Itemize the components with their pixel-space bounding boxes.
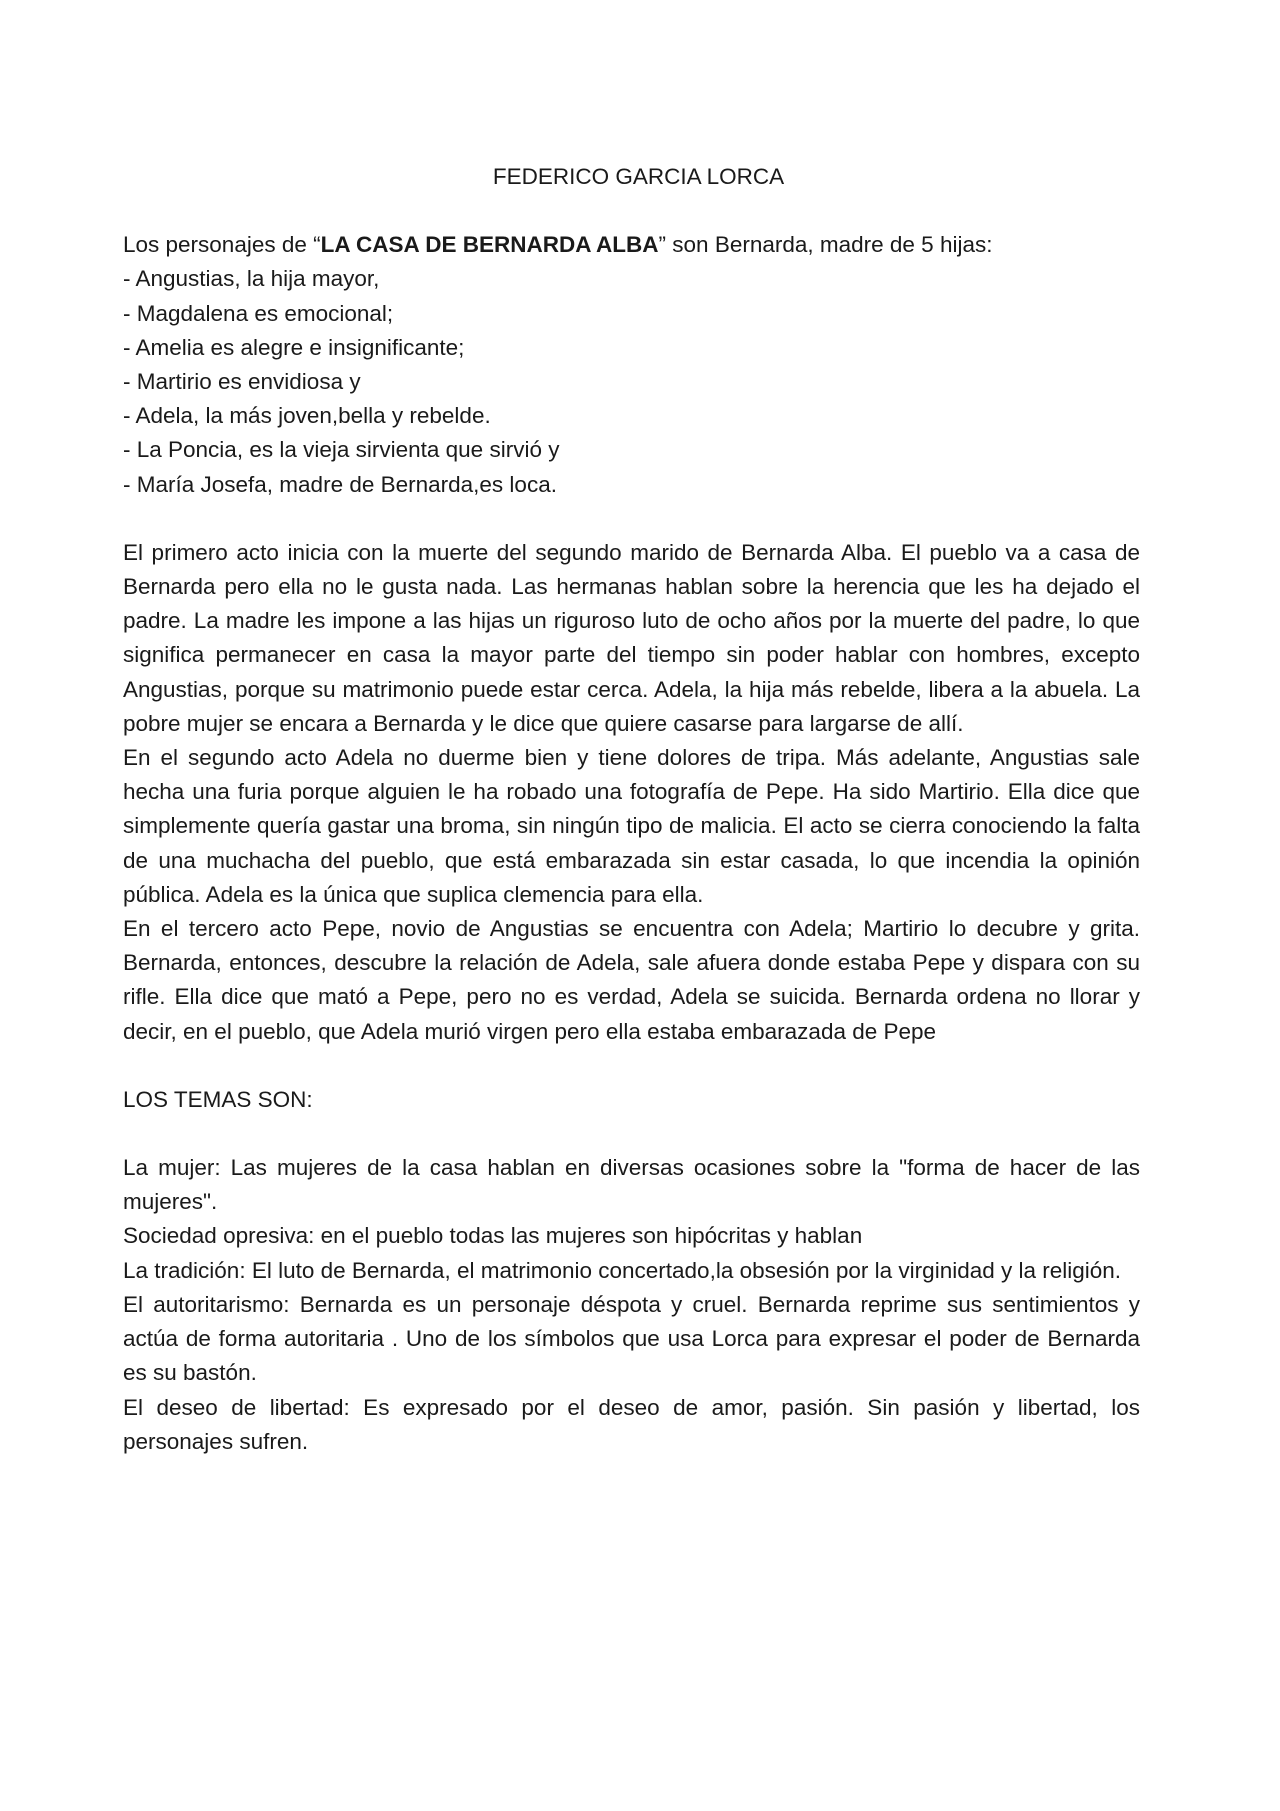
character-item-amelia: - Amelia es alegre e insignificante;: [123, 334, 465, 360]
spacer: [123, 502, 1140, 536]
plot-act-one: El primero acto inicia con la muerte del segundo marido de Bernarda Alba. El pueblo va a casa de Bernarda pero ella no le gusta nada. Las hermanas hablan sobre la herencia que les ha dejado el padre. La madre les impone a las hijas un riguroso luto de ocho años por la muerte del padre, lo que significa permanecer en casa la mayor parte del tiempo sin poder hablar con hombres, excepto Angustias, porque su matrimonio puede estar cerca. Adela, la hija más rebelde, libera a la abuela. La pobre mujer se encara a Bernarda y le dice que quiere casarse para largarse de allí.: [123, 539, 1140, 736]
play-title: LA CASA DE BERNARDA ALBA: [320, 232, 659, 258]
character-item-maria-josefa: - María Josefa, madre de Bernarda,es loca.: [123, 471, 557, 497]
character-item-angustias: - Angustias, la hija mayor,: [123, 266, 380, 292]
character-item-la-poncia: - La Poncia, es la vieja sirvienta que sirvió y: [123, 437, 560, 463]
document-title: FEDERICO GARCIA LORCA: [492, 164, 785, 189]
character-item-magdalena: - Magdalena es emocional;: [123, 300, 394, 326]
intro-text-before: Los personajes de “: [123, 232, 321, 258]
intro-text-after: ” son Bernarda, madre de 5 hijas:: [658, 232, 993, 258]
theme-tradition: La tradición: El luto de Bernarda, el matrimonio concertado,la obsesión por la virginidad y la religión.: [123, 1257, 1122, 1283]
spacer: [123, 1049, 1140, 1083]
characters-list: [123, 262, 1140, 501]
plot-act-three: En el tercero acto Pepe, novio de Angustias se encuentra con Adela; Martirio lo decubre y grita. Bernarda, entonces, descubre la relación de Adela, sale afuera donde estaba Pepe y dispara con su rifle. Ella dice que mató a Pepe, pero no es verdad, Adela se suicida. Bernarda ordena no llorar y decir, en el pueblo, que Adela murió virgen pero ella estaba embarazada de Pepe: [123, 916, 1140, 1044]
character-item-adela: - Adela, la más joven,bella y rebelde.: [123, 403, 491, 429]
spacer: [123, 1117, 1140, 1151]
character-item-martirio: - Martirio es envidiosa y: [123, 369, 361, 395]
themes-heading: LOS TEMAS SON:: [123, 1086, 313, 1112]
plot-act-two: En el segundo acto Adela no duerme bien y tiene dolores de tripa. Más adelante, Angustias sale hecha una furia porque alguien le ha robado una fotografía de Pepe. Ha sido Martirio. Ella dice que simplemente quería gastar una broma, sin ningún tipo de malicia. El acto se cierra conociendo la falta de una muchacha del pueblo, que está embarazada sin estar casada, lo que incendia la opinión pública. Adela es la única que suplica clemencia para ella.: [123, 745, 1140, 907]
theme-authoritarianism: El autoritarismo: Bernarda es un personaje déspota y cruel. Bernarda reprime sus sentimientos y actúa de forma autoritaria . Uno de los símbolos que usa Lorca para expresar el poder de Bernarda es su bastón.: [123, 1291, 1140, 1386]
theme-oppressive-society: Sociedad opresiva: en el pueblo todas las mujeres son hipócritas y hablan: [123, 1223, 863, 1249]
theme-desire-for-freedom: El deseo de libertad: Es expresado por el deseo de amor, pasión. Sin pasión y libertad, los personajes sufren.: [123, 1394, 1140, 1454]
theme-woman: La mujer: Las mujeres de la casa hablan en diversas ocasiones sobre la "forma de hacer de las mujeres".: [123, 1155, 1140, 1215]
characters-intro: [123, 228, 1140, 262]
